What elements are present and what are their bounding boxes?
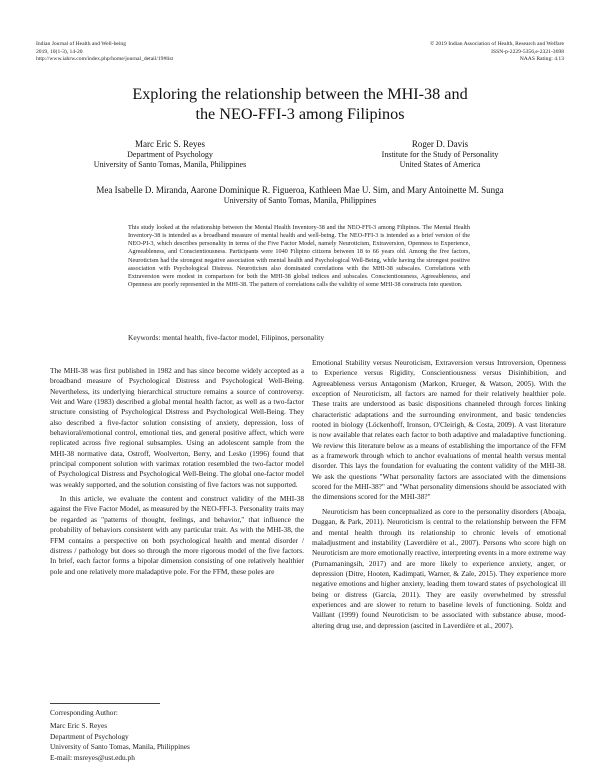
issn-line: ISSN-p-2229-5356,e-2321-3698 bbox=[491, 48, 564, 55]
naas-rating: NAAS Rating: 4.13 bbox=[519, 56, 564, 63]
keywords: Keywords: mental health, five-factor model, Filipinos, personality bbox=[128, 333, 325, 342]
corresponding-email[interactable]: E-mail: msreyes@ust.edu.ph bbox=[50, 752, 135, 762]
journal-header-right bbox=[344, 41, 564, 64]
body-column-right bbox=[312, 358, 566, 635]
author-block-2 bbox=[310, 138, 570, 170]
corresponding-institution: University of Santo Tomas, Manila, Philippines bbox=[50, 742, 190, 752]
corresponding-author bbox=[50, 708, 300, 763]
paper-title-line-2: the NEO-FFI-3 among Filipinos bbox=[195, 105, 405, 123]
body-paragraph: Neuroticism has been conceptualized as core to the personality disorders (Aboaja, Duggan, & Park, 2011). Neuroticism is central to the relationship between the FFM and mental health through its relationship to chronic levels of emotional maladjustment and instability (Laverdière et al., 2007). Persons who score high on Neuroticism are more emotionally reactive, interpreting events in a more extreme way (Purnamaningsih, 2017) and are more likely to experience anxiety, anger, or depression (Ditre, Hooten, Kadimpati, Warner, & Zale, 2015). They experience more negative emotions and higher anxiety, leading them toward states of psychological ill being or distress (García, 2011). They are easily overwhelmed by stressful experiences and are slower to return to baseline levels of functioning. Soldz and Vaillant (1999) found Neuroticism to be associated with substance abuse, mood-altering drug use, and depression (ascited in Laverdière et al., 2007). bbox=[312, 506, 566, 630]
author-department: Department of Psychology bbox=[127, 150, 213, 159]
body-column-left bbox=[50, 366, 304, 581]
journal-name: Indian Journal of Health and Well-being bbox=[36, 41, 127, 47]
corresponding-name: Marc Eric S. Reyes bbox=[50, 721, 108, 731]
body-paragraph: Emotional Stability versus Neuroticism, Extraversion versus Introversion, Openness to Experience versus Rigidity, Conscientiousness versus Disinhibition, and Agreeableness versus Antagonism (Markon, Krueger, & Watson, 2005). With the exception of Neuroticism, all factors are named for their relatively healthier pole. These traits are understood as basic dispositions channeled through forces linking characteristic adaptations and the surrounding environment, and basic tendencies rooted in biology (Löckenhoff, Ironson, O'Cleirigh, & Costa, 2009). A vast literature is now available that relates each factor to both adaptive and maladaptive functioning. We review this literature below as a means of establishing the importance of the FFM as a framework through which to anchor evaluations of mental health versus mental disorder. This lays the foundation for evaluating the content validity of the MHI-38. We ask the questions "What personality factors are associated with the dimensions scored for the MHI-38?" and "What personality dimensions should be associated with the dimensions scored for the MHI-38?" bbox=[312, 358, 566, 502]
journal-issue: 2019, 10(1-3), 14-20 bbox=[36, 48, 83, 55]
abstract: This study looked at the relationship between the Mental Health Inventory-38 and the NEO-FFI-3 among Filipinos. The Mental Health Inventory-38 is intended as a broadband measure of mental health and well-being. The NEO-FFI-3 is intended as a brief version of the NEO-PI-3, which describes personality in terms of the Five Factor Model, namely Neuroticism, Extraversion, Openness to Experience, Agreeableness, and Conscientiousness. Participants were 1040 Filipino citizens between 18 to 66 years old. Among the five factors, Neuroticism had the strongest negative association with mental health and Psychological Well-Being, while having the strongest positive association with Psychological Distress. Neuroticism also dominated correlations with the MHI-38 subscales. Correlations with Extraversion were modest in comparison for both the MHI-38 global indices and subscales. Conscientiousness, Agreeableness, and Openness are poorly represented in the MHI-38. The pattern of correlations calls the validity of some MHI-38 constructs into question. bbox=[128, 224, 470, 289]
paper-title bbox=[60, 84, 540, 124]
paper-title-line-1: Exploring the relationship between the MHI-38 and bbox=[132, 85, 468, 103]
journal-header-left bbox=[36, 41, 236, 64]
coauthor-institution: University of Santo Tomas, Manila, Philippines bbox=[223, 196, 377, 205]
body-paragraph: In this article, we evaluate the content and construct validity of the MHI-38 against the Five Factor Model, as measured by the NEO-FFI-3. Personality traits may be regarded as "patterns of thought, feelings, and behavior," that influence the probability of behaviors consistent with any particular trait. As with the MHI-38, the FFM contains a perspective on both psychological health and mental disorder / distress / pathology but does so through the more rigorous model of the five factors. In brief, each factor forms a bipolar dimension consisting of one relatively healthier pole and one relatively more maladaptive pole. For the FFM, these poles are bbox=[50, 494, 304, 576]
author-block-1 bbox=[40, 138, 300, 170]
author-department: Institute for the Study of Personality bbox=[381, 150, 499, 159]
author-block-group bbox=[20, 184, 580, 206]
author-institution: United States of America bbox=[399, 160, 481, 170]
footnote-rule bbox=[50, 703, 160, 704]
coauthor-names: Mea Isabelle D. Miranda, Aarone Dominique R. Figueroa, Kathleen Mae U. Sim, and Mary Antoinette M. Sunga bbox=[96, 185, 504, 195]
author-name: Marc Eric S. Reyes bbox=[135, 139, 205, 149]
corresponding-caption: Corresponding Author: bbox=[50, 708, 118, 717]
author-institution: University of Santo Tomas, Manila, Philippines bbox=[93, 160, 247, 170]
author-name: Roger D. Davis bbox=[411, 139, 469, 149]
body-paragraph: The MHI-38 was first published in 1982 and has since become widely accepted as a broadband measure of Psychological Distress and Psychological Well-Being. Nevertheless, its underlying hierarchical structure remains a source of controversy. Veit and Ware (1983) described a global mental health factor, as well as a two-factor structure consisting of Psychological Distress and Psychological Well-Being. They also described a five-factor solution consisting of anxiety, depression, loss of behavioral/emotional control, emotional ties, and general positive affect, which were replicated across five regional subsamples. Using an adolescent sample from the MHI-38 normative data, Ostroff, Woolverton, Berry, and Lesko (1996) found that principal component solution with varimax rotation resembled the two-factor model of Psychological Distress and Psychological Well-Being. The global one-factor model was weakly supported, and the solution consisting of five factors was not supported. bbox=[50, 366, 304, 489]
copyright-line: © 2019 Indian Association of Health, Research and Welfare bbox=[429, 41, 564, 47]
corresponding-department: Department of Psychology bbox=[50, 731, 129, 741]
journal-url[interactable]: http://www.iahrw.com/index.php/home/journal_detail/19#list bbox=[36, 56, 174, 63]
